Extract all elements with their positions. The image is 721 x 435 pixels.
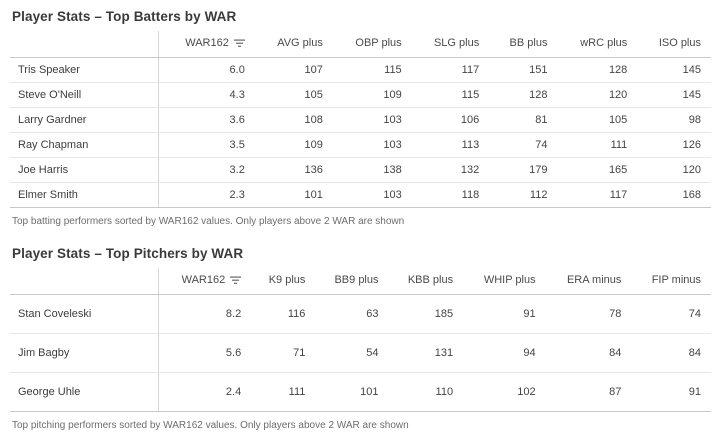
cell-obp-plus: 109 (333, 83, 412, 108)
cell-war162: 2.4 (159, 373, 252, 412)
cell-slg-plus: 117 (412, 58, 490, 83)
batters-col-avg-plus[interactable]: AVG plus (255, 31, 333, 58)
cell-whip-plus: 91 (463, 295, 546, 334)
cell-avg-plus: 108 (255, 108, 333, 133)
cell-k9-plus: 111 (251, 373, 315, 412)
cell-fip-minus: 74 (631, 295, 711, 334)
cell-kbb-plus: 131 (389, 334, 464, 373)
pitchers-header-row (10, 268, 711, 295)
cell-obp-plus: 103 (333, 133, 412, 158)
pitchers-table-head (10, 268, 711, 295)
pitchers-col-war162[interactable] (159, 268, 252, 295)
cell-bb9-plus: 54 (315, 334, 388, 373)
cell-iso-plus: 168 (637, 183, 711, 208)
cell-obp-plus: 138 (333, 158, 412, 183)
batters-title: Player Stats – Top Batters by WAR (12, 9, 237, 24)
table-row (10, 158, 711, 183)
cell-war162: 3.5 (159, 133, 255, 158)
cell-iso-plus: 145 (637, 83, 711, 108)
pitchers-col-whip-plus[interactable]: WHIP plus (463, 268, 546, 295)
cell-bb-plus: 179 (489, 158, 557, 183)
batters-section (10, 0, 711, 231)
pitchers-section (10, 237, 711, 435)
cell-kbb-plus: 185 (389, 295, 464, 334)
table-row (10, 295, 711, 334)
pitchers-col-fip-minus[interactable]: FIP minus (631, 268, 711, 295)
cell-war162: 6.0 (159, 58, 255, 83)
player-name: Larry Gardner (10, 108, 159, 133)
cell-bb-plus: 112 (489, 183, 557, 208)
pitchers-footnote: Top pitching performers sorted by WAR162 values. Only players above 2 WAR are shown (12, 420, 409, 431)
table-row (10, 334, 711, 373)
batters-table-head (10, 31, 711, 58)
pitchers-col-era-minus[interactable]: ERA minus (546, 268, 632, 295)
cell-whip-plus: 94 (463, 334, 546, 373)
cell-war162: 4.3 (159, 83, 255, 108)
cell-bb-plus: 151 (489, 58, 557, 83)
pitchers-col-bb9-plus[interactable]: BB9 plus (315, 268, 388, 295)
batters-col-iso-plus[interactable]: ISO plus (637, 31, 711, 58)
cell-era-minus: 78 (546, 295, 632, 334)
cell-avg-plus: 107 (255, 58, 333, 83)
cell-bb-plus: 128 (489, 83, 557, 108)
cell-wrc-plus: 105 (557, 108, 637, 133)
pitchers-title: Player Stats – Top Pitchers by WAR (12, 246, 244, 261)
pitchers-table (10, 268, 711, 412)
cell-obp-plus: 115 (333, 58, 412, 83)
table-row (10, 373, 711, 412)
cell-wrc-plus: 120 (557, 83, 637, 108)
batters-col-slg-plus[interactable]: SLG plus (412, 31, 490, 58)
cell-kbb-plus: 110 (389, 373, 464, 412)
player-name: Ray Chapman (10, 133, 159, 158)
pitchers-col-player (10, 268, 159, 295)
cell-war162: 2.3 (159, 183, 255, 208)
cell-war162: 5.6 (159, 334, 252, 373)
cell-era-minus: 84 (546, 334, 632, 373)
batters-col-obp-plus[interactable]: OBP plus (333, 31, 412, 58)
cell-whip-plus: 102 (463, 373, 546, 412)
sort-descending-icon[interactable] (230, 276, 241, 285)
pitchers-table-body (10, 295, 711, 412)
cell-obp-plus: 103 (333, 108, 412, 133)
batters-col-bb-plus[interactable]: BB plus (489, 31, 557, 58)
cell-bb9-plus: 63 (315, 295, 388, 334)
cell-war162: 8.2 (159, 295, 252, 334)
cell-bb9-plus: 101 (315, 373, 388, 412)
table-row (10, 83, 711, 108)
table-row (10, 183, 711, 208)
cell-iso-plus: 120 (637, 158, 711, 183)
cell-slg-plus: 106 (412, 108, 490, 133)
cell-avg-plus: 105 (255, 83, 333, 108)
cell-k9-plus: 116 (251, 295, 315, 334)
pitchers-col-war162-label: WAR162 (181, 274, 226, 286)
cell-avg-plus: 101 (255, 183, 333, 208)
table-row (10, 58, 711, 83)
cell-slg-plus: 132 (412, 158, 490, 183)
batters-header-row (10, 31, 711, 58)
player-name: George Uhle (10, 373, 159, 412)
player-name: Tris Speaker (10, 58, 159, 83)
pitchers-col-kbb-plus[interactable]: KBB plus (389, 268, 464, 295)
cell-k9-plus: 71 (251, 334, 315, 373)
batters-col-player (10, 31, 159, 58)
player-name: Jim Bagby (10, 334, 159, 373)
cell-wrc-plus: 165 (557, 158, 637, 183)
pitchers-col-k9-plus[interactable]: K9 plus (251, 268, 315, 295)
batters-col-wrc-plus[interactable]: wRC plus (557, 31, 637, 58)
player-name: Steve O'Neill (10, 83, 159, 108)
batters-footnote: Top batting performers sorted by WAR162 values. Only players above 2 WAR are shown (12, 216, 405, 227)
batters-col-war162[interactable] (159, 31, 255, 58)
table-row (10, 133, 711, 158)
cell-slg-plus: 115 (412, 83, 490, 108)
cell-avg-plus: 109 (255, 133, 333, 158)
cell-slg-plus: 113 (412, 133, 490, 158)
cell-wrc-plus: 117 (557, 183, 637, 208)
cell-iso-plus: 145 (637, 58, 711, 83)
player-name: Joe Harris (10, 158, 159, 183)
player-name: Stan Coveleski (10, 295, 159, 334)
batters-col-war162-label: WAR162 (185, 37, 229, 49)
cell-iso-plus: 126 (637, 133, 711, 158)
table-row (10, 108, 711, 133)
player-name: Elmer Smith (10, 183, 159, 208)
cell-fip-minus: 91 (631, 373, 711, 412)
sort-descending-icon[interactable] (234, 39, 245, 48)
cell-slg-plus: 118 (412, 183, 490, 208)
cell-wrc-plus: 111 (557, 133, 637, 158)
batters-table (10, 31, 711, 208)
cell-fip-minus: 84 (631, 334, 711, 373)
cell-bb-plus: 74 (489, 133, 557, 158)
cell-war162: 3.6 (159, 108, 255, 133)
cell-era-minus: 87 (546, 373, 632, 412)
cell-bb-plus: 81 (489, 108, 557, 133)
cell-obp-plus: 103 (333, 183, 412, 208)
cell-wrc-plus: 128 (557, 58, 637, 83)
cell-avg-plus: 136 (255, 158, 333, 183)
cell-iso-plus: 98 (637, 108, 711, 133)
cell-war162: 3.2 (159, 158, 255, 183)
batters-table-body (10, 58, 711, 208)
